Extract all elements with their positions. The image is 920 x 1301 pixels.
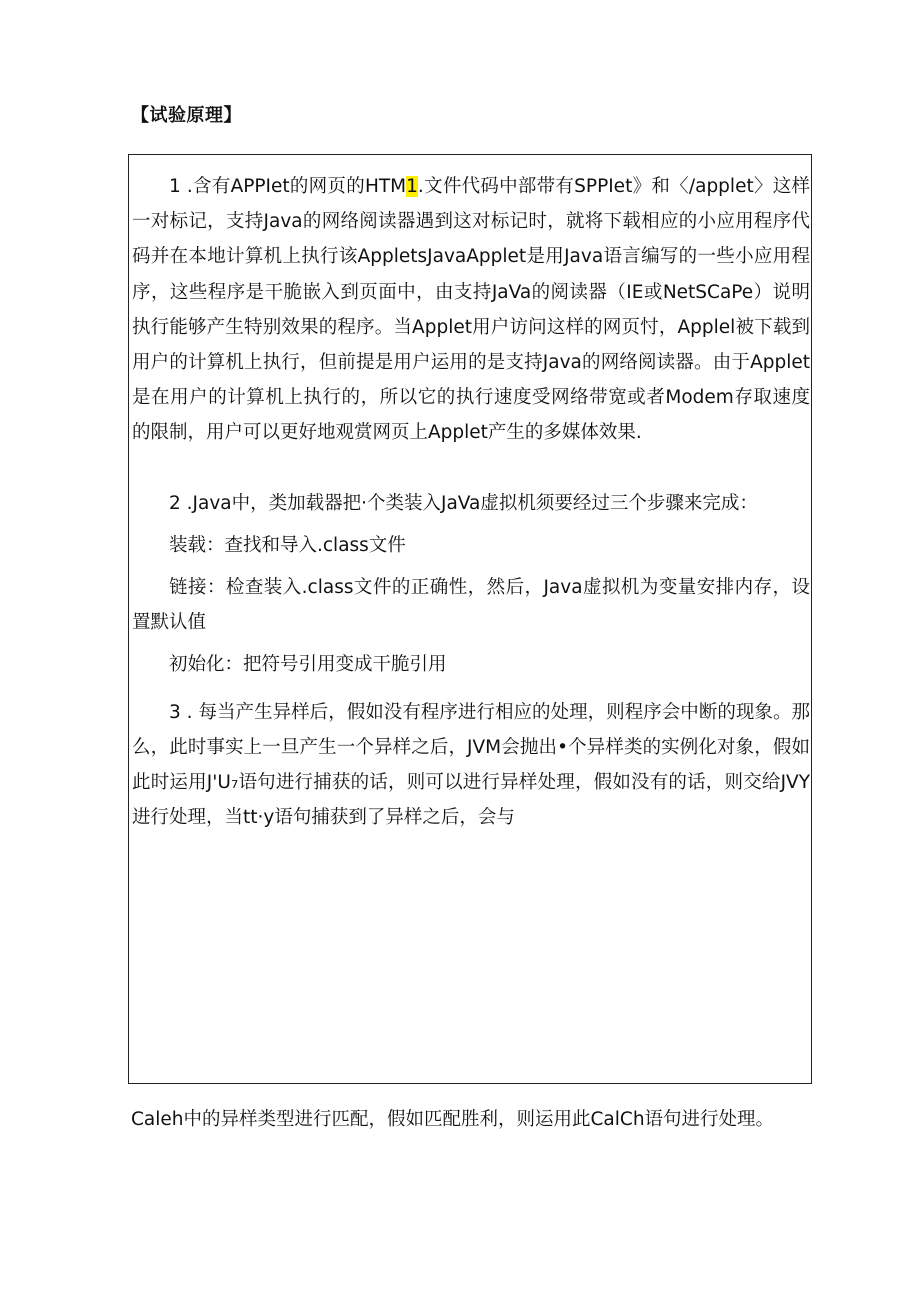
content-text — [132, 169, 810, 835]
paragraph-1-rest: .文件代码中部带有SPPIet》和〈/applet〉这样一对标记，支持Java的网络阅读器遇到这对标记时，就将下载相应的小应用程序代码并在本地计算机上执行该AppletsJavaApplet是用Java语言编写的一些小应用程序，这些程序是干脆嵌入到页面中，由支持JaVa的阅读器（IE或NetSCaPe）说明执行能够产生特别效果的程序。当Applet用户访问这样的网页忖，Applel被下载到用户的计算机上执行，但前提是用户运用的是支持Java的网络阅读器。由于Applet是在用户的计算机上执行的，所以它的执行速度受网络带宽或者Modem存取速度的限制，用户可以更好地观赏网页上Applet产生的多媒体效果. — [132, 176, 810, 444]
step-init: 初始化：把符号引用变成干脆引用 — [169, 654, 447, 676]
paragraph-2: 2 .Java中，类加载器把·个类装入JaVa虚拟机须要经过三个步骤来完成： — [169, 492, 758, 514]
paragraph-1 — [132, 169, 810, 451]
section-heading: 【试验原理】 — [131, 105, 242, 126]
step-link: 链接：检查装入.class文件的正确性，然后，Java虚拟机为变量安排内存，设置默认值 — [132, 577, 810, 634]
highlighted-text: 1 — [406, 176, 418, 197]
paragraph-3: 3 . 每当产生异样后，假如没有程序进行相应的处理，则程序会中断的现象。那么，此时事实上一旦产生一个异样之后，JVM会抛出•个异样类的实例化对象，假如此时运用J'U₇语句进行捕获的话，则可以进行异样处理，假如没有的话，则交给JVY进行处理，当tt·y语句捕获到了异样之后，会与 — [132, 701, 810, 829]
paragraph-1-start: 1 .含有APPIet的网页的HTM — [169, 176, 407, 197]
content-box — [128, 154, 812, 1084]
paragraph-3-continuation: Caleh中的异样类型进行匹配，假如匹配胜利，则运用此CalCh语句进行处理。 — [131, 1109, 775, 1130]
step-load: 装载：查找和导入.class文件 — [169, 534, 406, 556]
